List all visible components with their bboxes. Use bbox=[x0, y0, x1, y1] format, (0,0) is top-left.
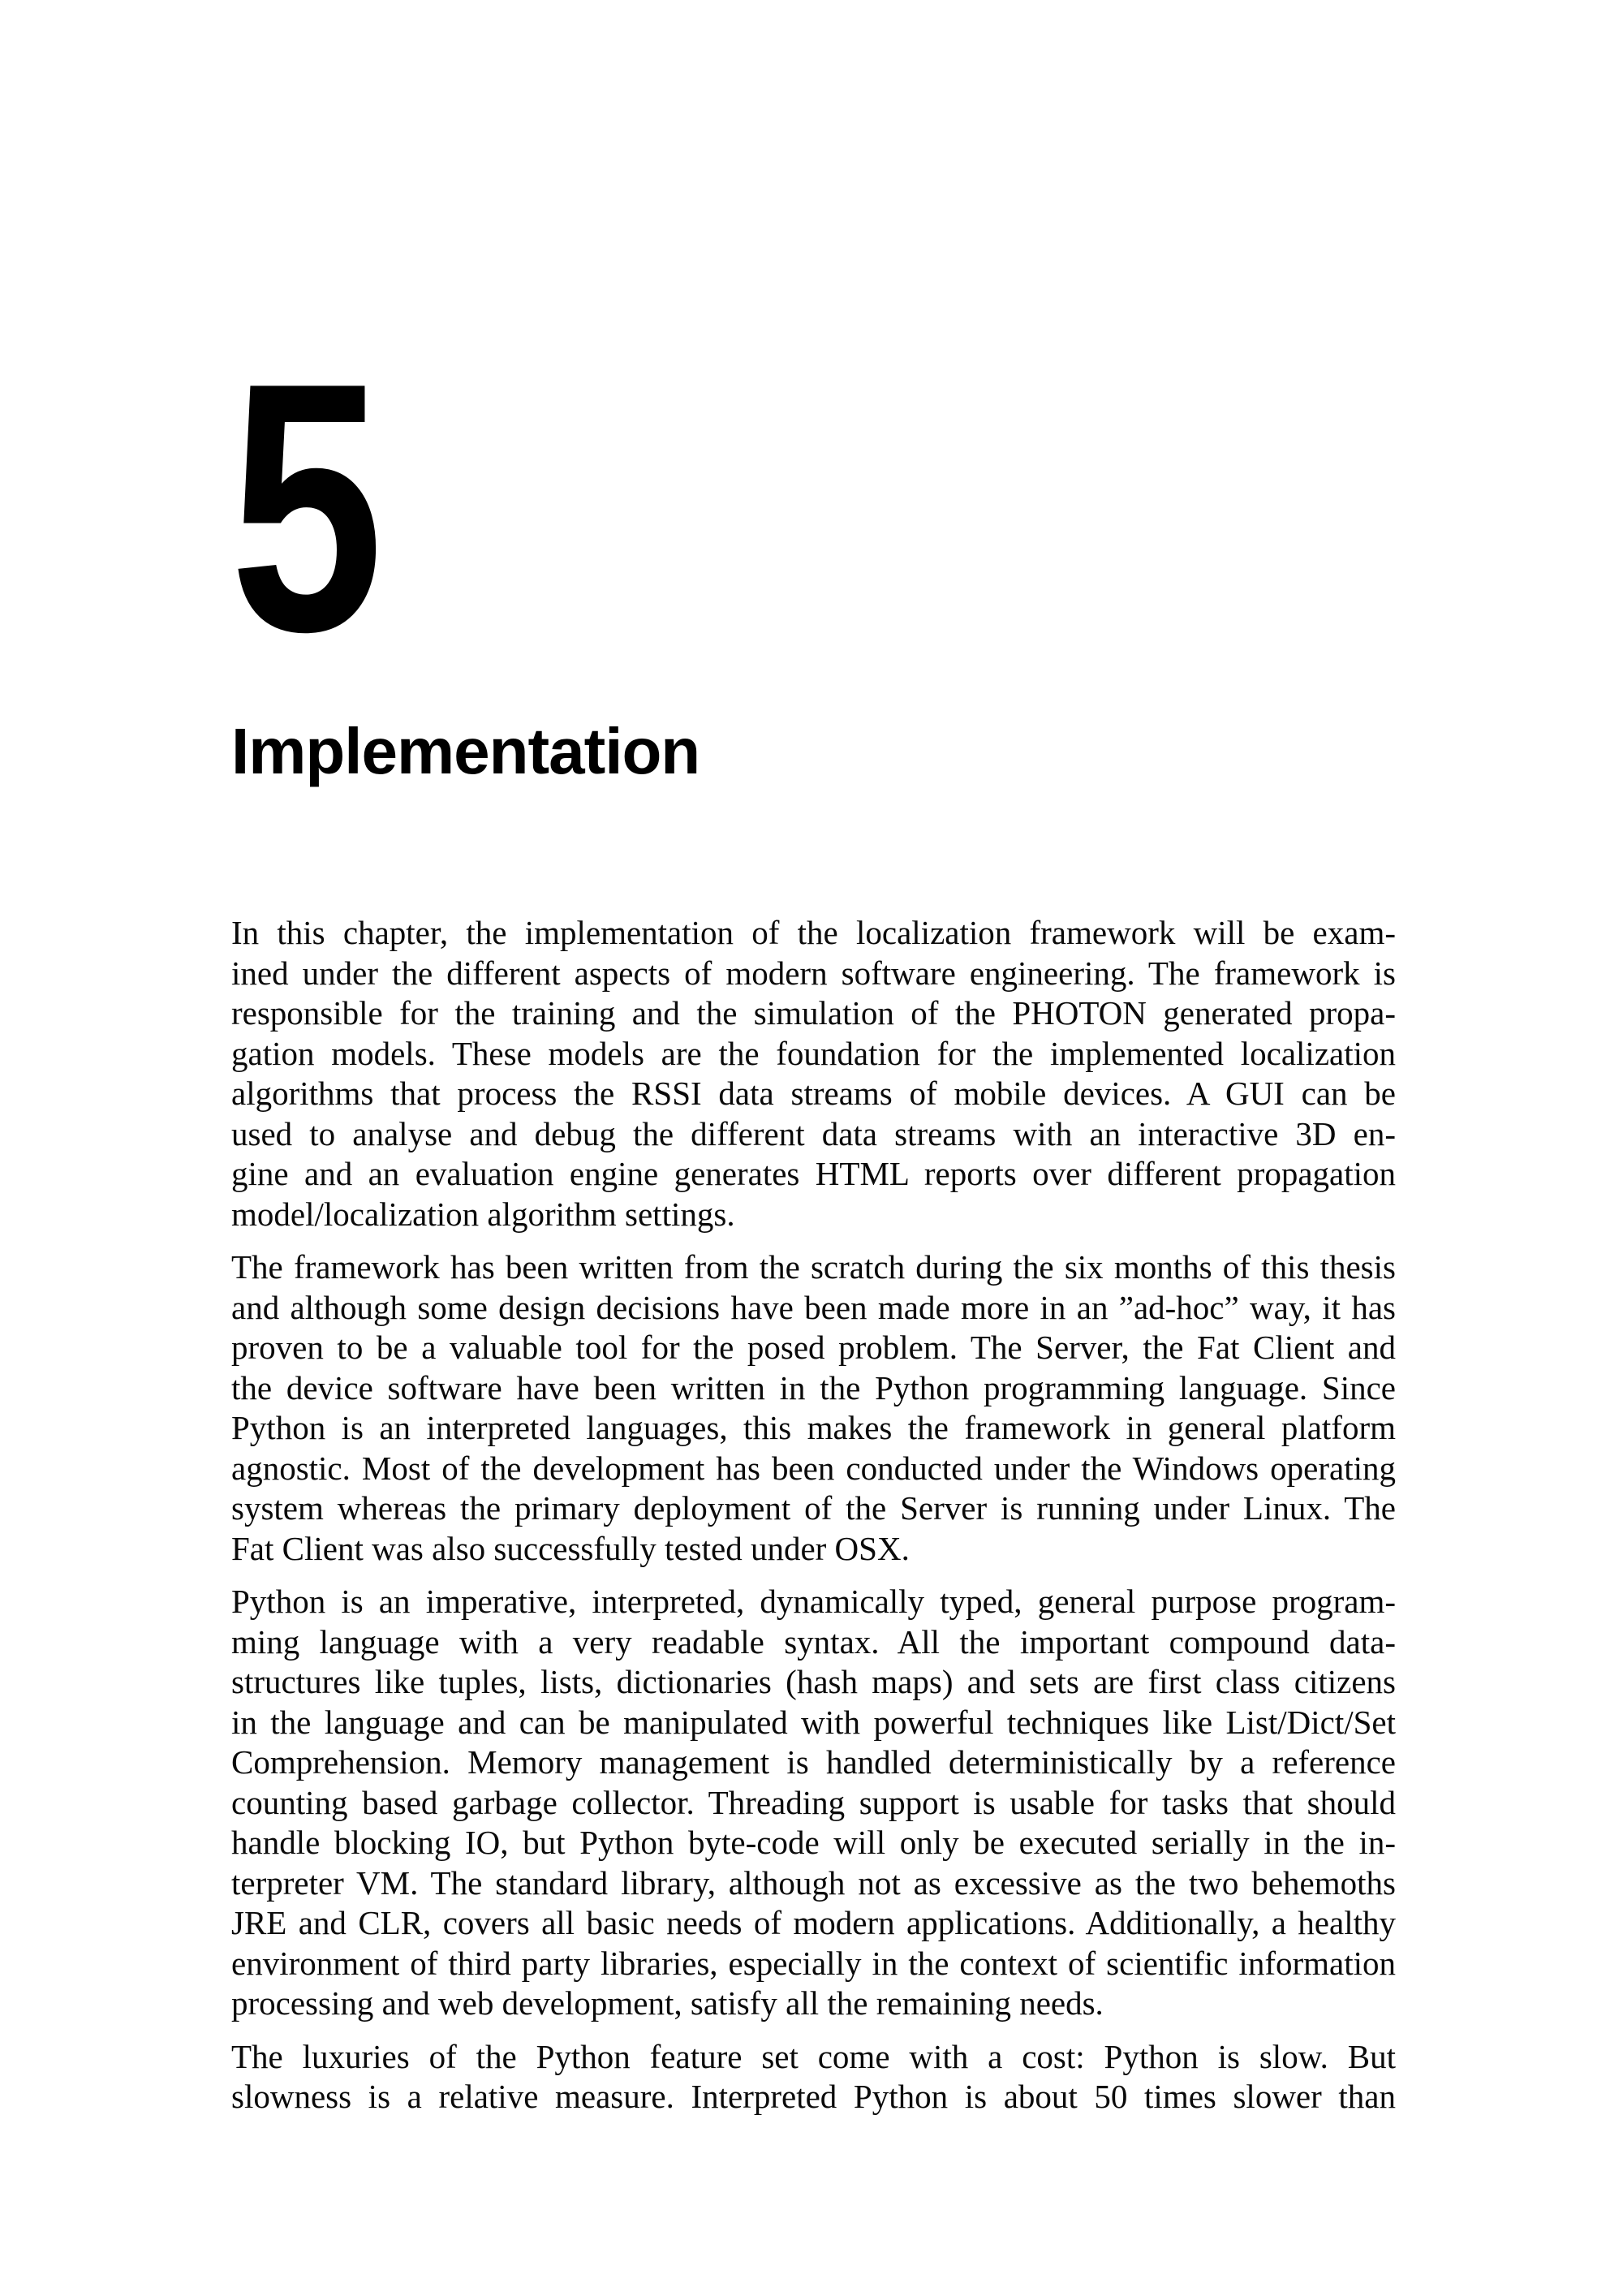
text-line: agnostic. Most of the development has been conducted under the Windows operating bbox=[231, 1449, 1396, 1487]
text-line: processing and web development, satisfy all the remaining needs. bbox=[231, 1984, 1104, 2022]
paragraph bbox=[231, 1582, 1396, 2024]
text-line: ming language with a very readable syntax. All the important compound data- bbox=[231, 1622, 1396, 1661]
text-line: slowness is a relative measure. Interpreted Python is about 50 times slower than bbox=[231, 2078, 1396, 2115]
paragraph bbox=[231, 2037, 1396, 2117]
text-line: system whereas the primary deployment of the Server is running under Linux. The bbox=[231, 1489, 1396, 1527]
text-line: terpreter VM. The standard library, although not as excessive as the two behemoths bbox=[231, 1863, 1396, 1902]
text-line: and although some design decisions have been made more in an ”ad-hoc” way, it has bbox=[231, 1288, 1396, 1326]
paragraph bbox=[231, 1247, 1396, 1569]
chapter-title: Implementation bbox=[231, 715, 700, 787]
text-line: structures like tuples, lists, dictionaries (hash maps) and sets are first class citizens bbox=[231, 1663, 1396, 1700]
text-line: the device software have been written in the Python programming language. Since bbox=[231, 1368, 1396, 1406]
text-line: environment of third party libraries, especially in the context of scientific information bbox=[231, 1944, 1396, 1982]
text-line: In this chapter, the implementation of the localization framework will be exam- bbox=[231, 914, 1396, 951]
paragraph bbox=[231, 913, 1396, 1234]
text-line: gine and an evaluation engine generates HTML reports over different propagation bbox=[231, 1155, 1396, 1192]
body-text bbox=[231, 913, 1396, 2130]
text-line: model/localization algorithm settings. bbox=[231, 1195, 735, 1233]
text-line: The framework has been written from the scratch during the six months of this thesis bbox=[231, 1248, 1396, 1286]
text-line: handle blocking IO, but Python byte-code will only be executed serially in the in- bbox=[231, 1824, 1396, 1861]
text-line: used to analyse and debug the different data streams with an interactive 3D en- bbox=[231, 1114, 1396, 1152]
text-line: The luxuries of the Python feature set come with a cost: Python is slow. But bbox=[231, 2037, 1396, 2075]
text-line: Python is an imperative, interpreted, dynamically typed, general purpose program- bbox=[231, 1583, 1396, 1620]
text-line: ined under the different aspects of modern software engineering. The framework is bbox=[231, 954, 1396, 992]
text-line: Python is an interpreted languages, this makes the framework in general platform bbox=[231, 1409, 1396, 1446]
text-line: gation models. These models are the foundation for the implemented localization bbox=[231, 1034, 1396, 1072]
text-line: counting based garbage collector. Threading support is usable for tasks that should bbox=[231, 1783, 1396, 1821]
text-line: JRE and CLR, covers all basic needs of modern applications. Additionally, a healthy bbox=[231, 1904, 1396, 1941]
text-line: in the language and can be manipulated with powerful techniques like List/Dict/Set bbox=[231, 1703, 1396, 1741]
text-line: algorithms that process the RSSI data streams of mobile devices. A GUI can be bbox=[231, 1075, 1396, 1112]
chapter-number: 5 bbox=[230, 308, 384, 705]
text-line: proven to be a valuable tool for the posed problem. The Server, the Fat Client and bbox=[231, 1329, 1396, 1366]
text-line: responsible for the training and the simulation of the PHOTON generated propa- bbox=[231, 994, 1396, 1032]
text-line: Fat Client was also successfully tested under OSX. bbox=[231, 1529, 910, 1567]
text-line: Comprehension. Memory management is handled deterministically by a reference bbox=[231, 1743, 1396, 1781]
